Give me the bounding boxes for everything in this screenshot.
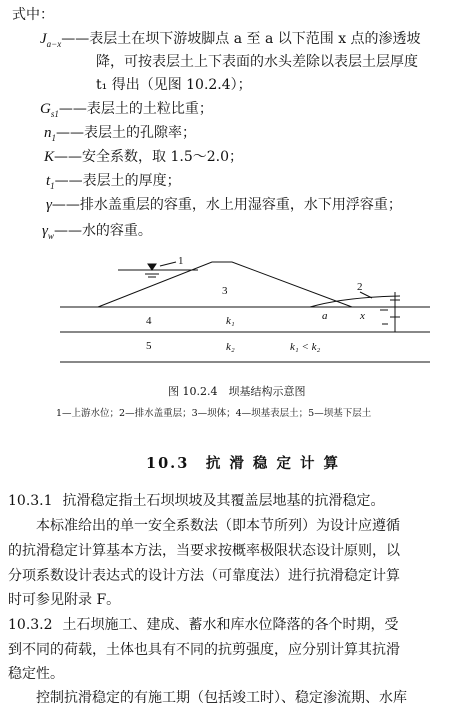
- definition-text: ——水的容重。: [53, 223, 152, 239]
- symbol-sub: s1: [50, 108, 59, 119]
- definition-text: ——安全系数，取 1.5～2.0；: [54, 149, 243, 165]
- definition-text: ——表层土的土粒比重；: [58, 101, 213, 117]
- definition-text: ——表层土的孔隙率；: [56, 125, 196, 141]
- definition-text: ——表层土在坝下游坡脚点 a 至 a 以下范围 x 点的渗透坡: [61, 31, 421, 47]
- clause-number: 10.3.2: [8, 617, 53, 633]
- paragraph-line: 控制抗滑稳定的有施工期（包括竣工时）、稳定渗流期、水库: [36, 690, 407, 706]
- water-level-symbol: [148, 264, 156, 270]
- paragraph-line: 到不同的荷载，土体也具有不同的抗剪强度，应分别计算其抗滑: [8, 642, 400, 658]
- symbol: γ: [46, 197, 52, 213]
- figure-legend: 1—上游水位；2—排水盖重层；3—坝体；4—坝基表层土；5—坝基下层土: [56, 408, 372, 419]
- leader-line-1: [160, 262, 176, 266]
- definition-j: [40, 30, 421, 53]
- symbol-sub: w: [47, 230, 54, 241]
- label-3: 3: [222, 285, 228, 297]
- symbol-sub: a−x: [46, 38, 62, 49]
- label-x: x: [360, 310, 365, 322]
- definition-t1: [46, 172, 181, 195]
- definition-gs1: [40, 100, 213, 123]
- paragraph-line: 稳定性。: [8, 666, 64, 682]
- definition-k: [44, 148, 243, 166]
- paragraph-line: 时可参见附录 F。: [8, 592, 121, 608]
- symbol-sub: 1: [50, 180, 55, 191]
- definition-gamma: [46, 196, 402, 214]
- label-2: 2: [357, 281, 363, 293]
- paragraph-line: 的抗滑稳定计算基本方法，当要求按概率极限状态设计原则，以: [8, 543, 400, 559]
- definition-text: ——排水盖重层的容重，水上用湿容重，水下用浮容重；: [51, 197, 402, 213]
- figure-caption: 图 10.2.4 坝基结构示意图: [168, 385, 306, 398]
- dam-foundation-diagram: [0, 252, 469, 372]
- label-k1: k₁: [226, 315, 235, 327]
- definition-gamma-w: [42, 222, 152, 245]
- symbol: K: [44, 149, 55, 165]
- clause-10-3-2: [8, 616, 399, 634]
- definition-j-cont2: t₁ 得出（见图 10.2.4）；: [96, 77, 252, 93]
- symbol: t: [46, 173, 51, 189]
- label-k2: k₂: [226, 341, 235, 353]
- intro-text: 式中：: [12, 7, 54, 23]
- symbol: n: [44, 125, 52, 141]
- label-4: 4: [146, 315, 152, 327]
- symbol: γ: [42, 223, 48, 239]
- definition-text: ——表层土的厚度；: [54, 173, 181, 189]
- label-a: a: [322, 310, 328, 322]
- label-k1-lt-k2: k₁ < k₂: [290, 341, 321, 353]
- paragraph-line: 本标准给出的单一安全系数法（即本节所列）为设计应遵循: [36, 518, 400, 534]
- clause-text: 土石坝施工、建成、蓄水和库水位降落的各个时期，受: [62, 617, 399, 633]
- clause-10-3-1: [8, 492, 385, 510]
- definition-n1: [44, 124, 196, 147]
- paragraph-line: 分项系数设计表达式的设计方法（可靠度法）进行抗滑稳定计算: [8, 568, 400, 584]
- label-1: 1: [178, 255, 184, 267]
- symbol: J: [40, 31, 47, 47]
- clause-number: 10.3.1: [8, 493, 53, 509]
- symbol: G: [40, 101, 51, 117]
- label-5: 5: [146, 340, 152, 352]
- section-title: 10.3 抗 滑 稳 定 计 算: [146, 455, 341, 472]
- definition-j-cont1: 降，可按表层土上下表面的水头差除以表层土层厚度: [96, 54, 418, 70]
- drainage-blanket: [310, 296, 400, 307]
- clause-text: 抗滑稳定指土石坝坝坡及其覆盖层地基的抗滑稳定。: [62, 493, 385, 509]
- symbol-sub: 1: [51, 132, 56, 143]
